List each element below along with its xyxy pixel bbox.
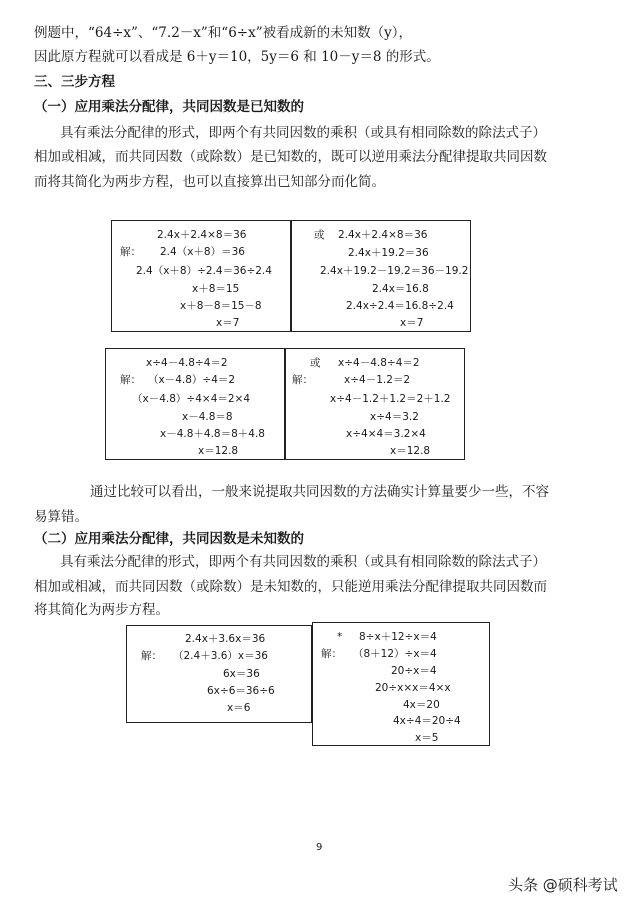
equation-line: x＋8＝15	[192, 283, 240, 295]
paragraph-line: 具有乘法分配律的形式，即两个有共同因数的乘积（或具有相同除数的除法式子）	[60, 554, 546, 570]
paragraph-line: 易算错。	[34, 509, 88, 525]
solve-label: 解：	[321, 648, 342, 660]
equation-line: 2.4x＝16.8	[372, 283, 429, 295]
equation-box	[111, 220, 291, 332]
paragraph-line: 例题中，“64÷x”、“7.2－x”和“6÷x”被看成新的未知数（y），	[34, 25, 412, 41]
equation-box	[105, 348, 285, 460]
subsection-heading: （二）应用乘法分配律，共同因数是未知数的	[34, 531, 304, 547]
alt-label: 或	[314, 229, 325, 241]
equation-box	[312, 622, 490, 746]
equation-line: 2.4x＋19.2＝36	[348, 247, 429, 259]
equation-line: 8÷x＋12÷x＝4	[359, 631, 437, 643]
equation-line: x＋8－8＝15－8	[180, 300, 262, 312]
equation-line: x÷4－1.2＋1.2＝2＋1.2	[330, 393, 451, 405]
equation-line: x÷4－4.8÷4＝2	[338, 357, 420, 369]
equation-line: x÷4－4.8÷4＝2	[146, 357, 228, 369]
asterisk-mark: *	[337, 631, 343, 643]
equation-line: 2.4（x＋8）＝36	[160, 246, 245, 258]
equation-line: x＝12.8	[198, 445, 239, 457]
equation-line: 4x÷4＝20÷4	[393, 715, 461, 727]
paragraph-line: 而将其简化为两步方程，也可以直接算出已知部分而化简。	[34, 174, 385, 190]
solve-label: 解：	[120, 246, 141, 258]
solve-label: 解：	[120, 374, 141, 386]
equation-box	[291, 220, 471, 332]
paragraph-line: 相加或相减，而共同因数（或除数）是未知数的，只能逆用乘法分配律提取共同因数而	[34, 579, 547, 595]
equation-line: x＝7	[400, 317, 424, 329]
paragraph-line: 具有乘法分配律的形式，即两个有共同因数的乘积（或具有相同除数的除法式子）	[60, 125, 546, 141]
equation-line: x＝12.8	[390, 445, 431, 457]
equation-line: 2.4x＋2.4×8＝36	[157, 229, 247, 241]
paragraph-line: 相加或相减，而共同因数（或除数）是已知数的，既可以逆用乘法分配律提取共同因数	[34, 149, 547, 165]
equation-line: 6x＝36	[223, 668, 260, 680]
equation-line: x＝6	[227, 702, 251, 714]
page-number: 9	[316, 842, 323, 853]
equation-line: x－4.8＋4.8＝8＋4.8	[160, 428, 265, 440]
equation-line: （2.4＋3.6）x＝36	[173, 650, 268, 662]
solve-label: 解：	[141, 650, 162, 662]
equation-line: 6x÷6＝36÷6	[207, 685, 275, 697]
equation-line: 2.4x＋19.2－19.2＝36－19.2	[320, 265, 469, 277]
equation-line: 2.4（x＋8）÷2.4＝36÷2.4	[136, 265, 272, 277]
watermark: 头条 @硕科考试	[508, 876, 618, 894]
equation-line: x÷4＝3.2	[370, 411, 419, 423]
equation-line: 20÷x×x＝4×x	[375, 682, 451, 694]
equation-line: 2.4x＋2.4×8＝36	[338, 229, 428, 241]
equation-box	[126, 625, 312, 723]
equation-line: （x－4.8）÷4×4＝2×4	[132, 393, 251, 405]
equation-line: x＝5	[415, 732, 439, 744]
equation-line: 2.4x÷2.4＝16.8÷2.4	[346, 300, 454, 312]
equation-line: （x－4.8）÷4＝2	[148, 374, 236, 386]
equation-line: 20÷x＝4	[391, 665, 437, 677]
equation-line: x－4.8＝8	[182, 411, 233, 423]
paragraph-line: 因此原方程就可以看成是 6＋y＝10，5y＝6 和 10－y＝8 的形式。	[34, 49, 440, 65]
equation-line: x÷4×4＝3.2×4	[346, 428, 426, 440]
equation-line: x÷4－1.2＝2	[344, 374, 411, 386]
equation-line: （8＋12）÷x＝4	[353, 648, 437, 660]
paragraph-line: 通过比较可以看出，一般来说提取共同因数的方法确实计算量要少一些，不容	[90, 484, 549, 500]
equation-line: x＝7	[216, 317, 240, 329]
equation-line: 4x＝20	[403, 699, 440, 711]
equation-line: 2.4x＋3.6x＝36	[185, 633, 266, 645]
equation-box	[285, 348, 465, 460]
paragraph-line: 将其简化为两步方程。	[34, 602, 169, 618]
solve-label: 解：	[292, 374, 313, 386]
alt-label: 或	[310, 357, 321, 369]
section-heading: 三、三步方程	[34, 74, 115, 90]
subsection-heading: （一）应用乘法分配律，共同因数是已知数的	[34, 99, 304, 115]
